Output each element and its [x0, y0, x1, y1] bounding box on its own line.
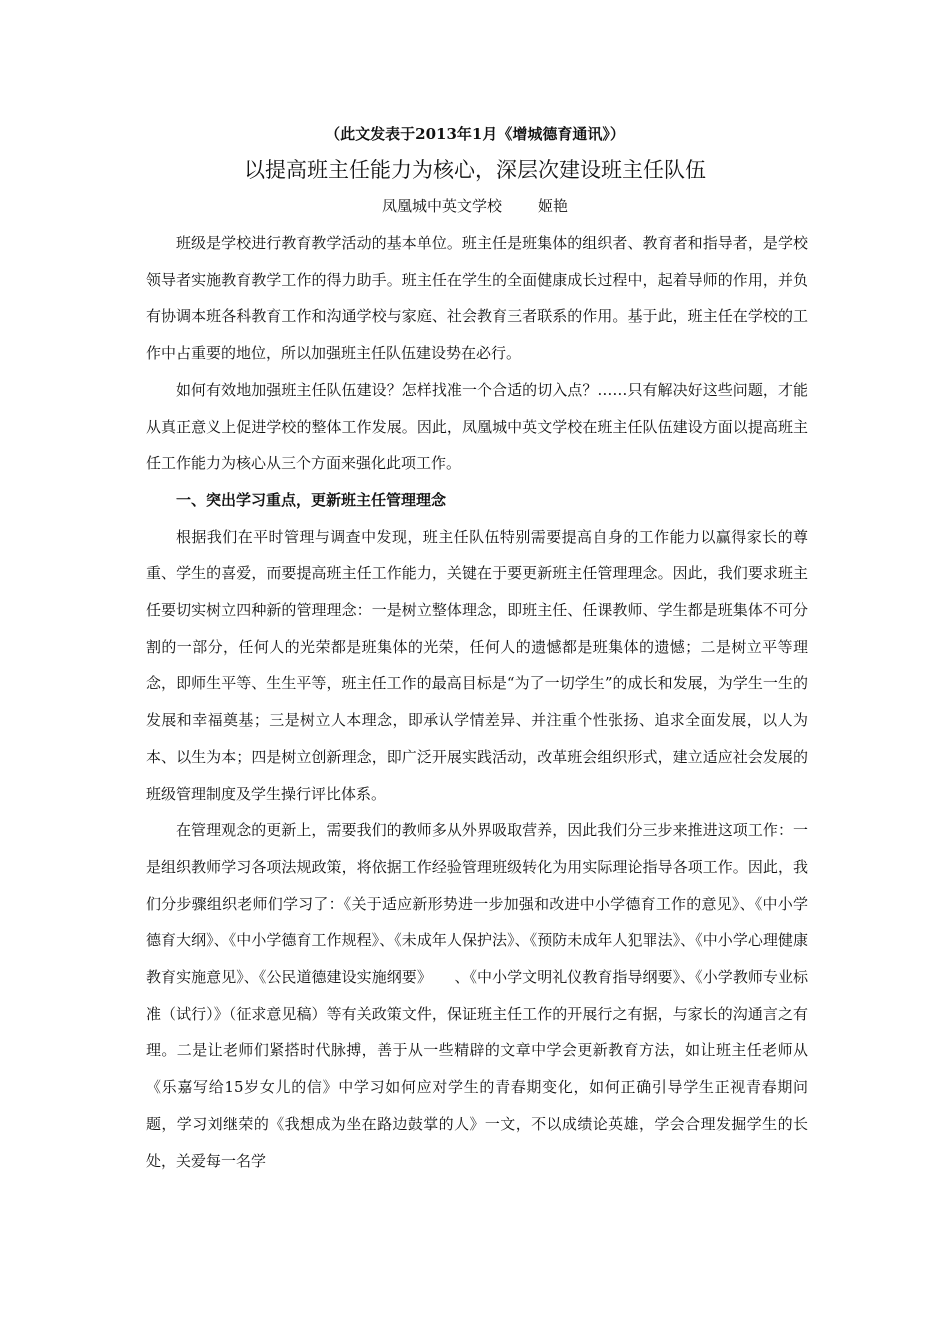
paragraph-section1-2: 在管理观念的更新上，需要我们的教师多从外界吸取营养，因此我们分三步来推进这项工作：一是组织教师学习各项法规政策，将依据工作经验管理班级转化为用实际理论指导各项工作。因此，我们分步骤组织老师们学习了：《关于适应新形势进一步加强和改进中小学德育工作的意见》、《中小学德育大纲》、《中小学德育工作规程》、《未成年人保护法》、《预防未成年人犯罪法》、《中小学心理健康教育实施意见》、《公民道德建设实施纲要》 、《中小学文明礼仪教育指导纲要》、《小学教师专业标准（试行）》（征求意见稿）等有关政策文件，保证班主任工作的开展行之有据，与家长的沟通言之有理。二是让老师们紧搭时代脉搏，善于从一些精辟的文章中学会更新教育方法，如让班主任老师从《乐嘉写给15岁女儿的信》中学习如何应对学生的青春期变化，如何正确引导学生正视青春期问题，学习刘继荣的《我想成为坐在路边鼓掌的人》一文，不以成绩论英雄，学会合理发掘学生的长处，关爱每一名学: [146, 821, 808, 1170]
paragraph-section1-1: 根据我们在平时管理与调查中发现，班主任队伍特别需要提高自身的工作能力以赢得家长的尊重、学生的喜爱，而要提高班主任工作能力，关键在于要更新班主任管理理念。因此，我们要求班主任要切实树立四种新的管理理念：一是树立整体理念，即班主任、任课教师、学生都是班集体不可分割的一部分，任何人的光荣都是班集体的光荣，任何人的遗憾都是班集体的遗憾；二是树立平等理念，即师生平等、生生平等，班主任工作的最高目标是“为了一切学生”的成长和发展，为学生一生的发展和幸福奠基；三是树立人本理念，即承认学情差异、并注重个性张扬、追求全面发展，以人为本、以生为本；四是树立创新理念，即广泛开展实践活动，改革班会组织形式，建立适应社会发展的班级管理制度及学生操行评比体系。: [146, 527, 808, 803]
paragraph-intro-1: 班级是学校进行教育教学活动的基本单位。班主任是班集体的组织者、教育者和指导者，是学校领导者实施教育教学工作的得力助手。班主任在学生的全面健康成长过程中，起着导师的作用，并负有协调本班各科教育工作和沟通学校与家庭、社会教育三者联系的作用。基于此，班主任在学校的工作中占重要的地位，所以加强班主任队伍建设势在必行。: [146, 234, 808, 363]
school-name: 凤凰城中英文学校: [381, 197, 502, 215]
author-name: 姬艳: [538, 197, 569, 215]
paragraph-intro-2: 如何有效地加强班主任队伍建设？怎样找准一个合适的切入点？……只有解决好这些问题，才能从真正意义上促进学校的整体工作发展。因此，凤凰城中英文学校在班主任队伍建设方面以提高班主任工作能力为核心从三个方面来强化此项工作。: [146, 380, 808, 473]
article-body: [146, 225, 808, 1179]
section-heading-1: 一、突出学习重点，更新班主任管理理念: [176, 490, 447, 509]
article-title: 以提高班主任能力为核心，深层次建设班主任队伍: [244, 158, 706, 182]
byline: [0, 193, 950, 219]
publication-note: （此文发表于2013年1月《增城德育通讯》）: [325, 125, 625, 143]
